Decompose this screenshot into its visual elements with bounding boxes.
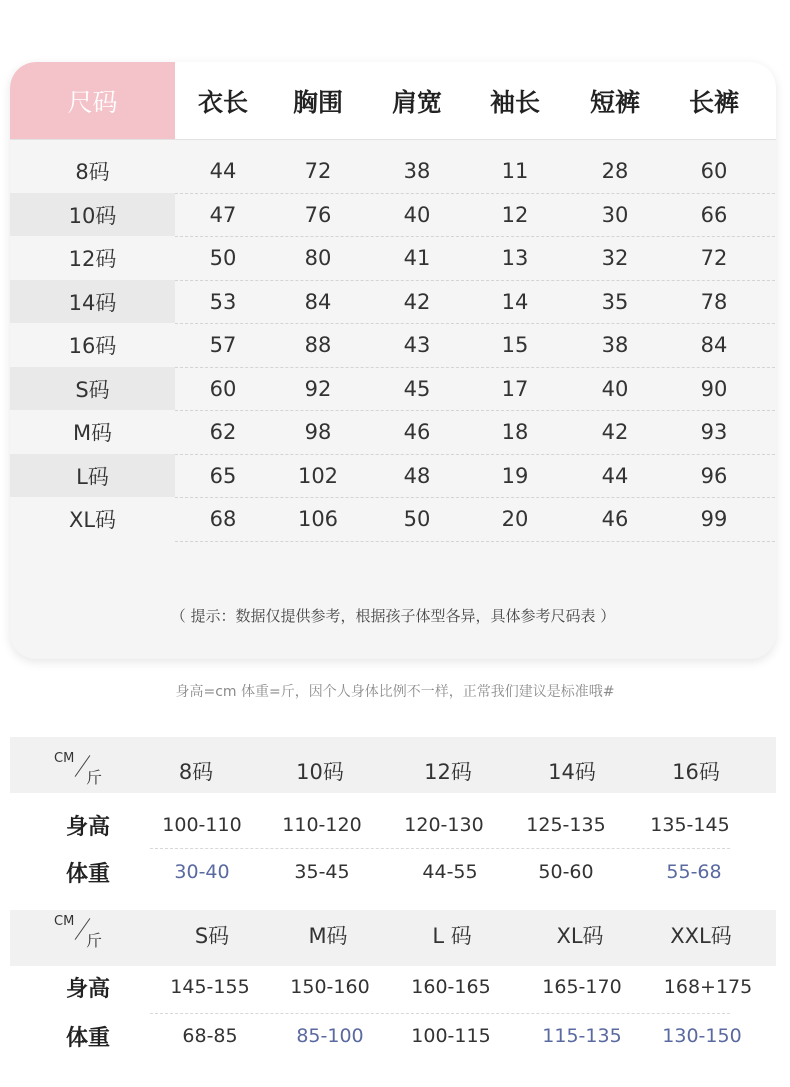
weight-value: 55-68 (666, 861, 722, 883)
size-chart-card (10, 62, 776, 659)
unit-cm: CM (54, 914, 75, 929)
table-cell: 60 (209, 376, 237, 401)
table-cell: 12 (501, 202, 529, 227)
table-row (10, 323, 776, 366)
row-divider (175, 541, 775, 542)
table-row (10, 367, 776, 410)
weight-label: 体重 (65, 861, 110, 887)
column-header-sleeve: 袖长 (489, 87, 540, 117)
height-value: 100-110 (162, 814, 242, 836)
weight-value: 68-85 (182, 1025, 238, 1047)
table-cell: 62 (209, 419, 237, 444)
size-column-header: 尺码 (10, 62, 175, 139)
table-cell: 99 (700, 506, 728, 531)
column-header-trousers: 长裤 (688, 87, 739, 117)
size-header: XL码 (556, 924, 604, 948)
table-cell: 50 (403, 506, 431, 531)
table-cell: 17 (501, 376, 529, 401)
table-row (10, 193, 776, 236)
table-row (10, 454, 776, 497)
weight-value: 100-115 (411, 1025, 491, 1047)
row-divider (150, 848, 730, 849)
size-header: S码 (194, 924, 230, 948)
table-cell: 15 (501, 332, 529, 357)
column-header-length: 衣长 (197, 87, 248, 117)
table-cell: 46 (403, 419, 431, 444)
size-label: L码 (10, 454, 175, 497)
table-cell: 60 (700, 158, 728, 183)
size-label: 10码 (10, 193, 175, 236)
table-cell: 38 (601, 332, 629, 357)
table-row (10, 410, 776, 453)
unit-label (48, 737, 118, 793)
table-cell: 53 (209, 289, 237, 314)
table-cell: 40 (601, 376, 629, 401)
table-cell: 38 (403, 158, 431, 183)
unit-jin: 斤 (86, 768, 103, 787)
column-header-chest: 胸围 (292, 87, 343, 117)
size-header: 14码 (548, 760, 596, 784)
size-header: 16码 (672, 760, 720, 784)
table-cell: 41 (403, 245, 431, 270)
table-cell: 13 (501, 245, 529, 270)
column-header-shoulder: 肩宽 (391, 87, 442, 117)
table-cell: 102 (297, 463, 339, 488)
table-cell: 32 (601, 245, 629, 270)
weight-value: 30-40 (174, 861, 230, 883)
height-value: 135-145 (650, 814, 730, 836)
table-cell: 44 (209, 158, 237, 183)
weight-value: 35-45 (294, 861, 350, 883)
height-value: 145-155 (170, 976, 250, 998)
table-cell: 84 (700, 332, 728, 357)
size-header: 12码 (424, 760, 472, 784)
table-cell: 106 (297, 506, 339, 531)
size-header: L 码 (432, 924, 472, 948)
table-cell: 72 (700, 245, 728, 270)
table-cell: 28 (601, 158, 629, 183)
table-cell: 96 (700, 463, 728, 488)
size-header: 10码 (296, 760, 344, 784)
size-label: 14码 (10, 280, 175, 323)
unit-jin: 斤 (86, 931, 103, 950)
unit-cm: CM (54, 751, 75, 766)
table-cell: 42 (601, 419, 629, 444)
table-cell: 20 (501, 506, 529, 531)
table-cell: 44 (601, 463, 629, 488)
height-value: 120-130 (404, 814, 484, 836)
table-row (10, 149, 776, 192)
height-value: 165-170 (542, 976, 622, 998)
weight-value: 115-135 (542, 1025, 622, 1047)
size-label: 12码 (68, 246, 117, 271)
table-cell: 90 (700, 376, 728, 401)
table-cell: 78 (700, 289, 728, 314)
height-value: 125-135 (526, 814, 606, 836)
table-cell: 18 (501, 419, 529, 444)
table-cell: 47 (209, 202, 237, 227)
table-cell: 42 (403, 289, 431, 314)
height-value: 168+175 (663, 976, 753, 998)
size-chart-note: （ 提示：数据仅提供参考，根据孩子体型各异，具体参考尺码表 ） (170, 607, 616, 625)
size-chart-header (10, 62, 776, 140)
size-label: 8码 (75, 159, 110, 184)
column-header-shorts: 短裤 (589, 87, 640, 117)
table-row (10, 497, 776, 540)
table-cell: 11 (501, 158, 529, 183)
weight-value: 85-100 (296, 1025, 364, 1047)
table-cell: 68 (209, 506, 237, 531)
size-label: XL码 (68, 507, 117, 532)
table-cell: 66 (700, 202, 728, 227)
unit-label (48, 900, 118, 956)
weight-label: 体重 (65, 1025, 110, 1051)
size-header: M码 (308, 924, 348, 948)
table-cell: 35 (601, 289, 629, 314)
size-label: S码 (10, 367, 175, 410)
weight-value: 44-55 (422, 861, 478, 883)
table-row (10, 236, 776, 279)
table-cell: 88 (304, 332, 332, 357)
table-cell: 48 (403, 463, 431, 488)
table-cell: 14 (501, 289, 529, 314)
height-label: 身高 (65, 976, 110, 1002)
table-cell: 76 (304, 202, 332, 227)
height-value: 150-160 (290, 976, 370, 998)
table-cell: 72 (304, 158, 332, 183)
table-cell: 92 (304, 376, 332, 401)
table-cell: 46 (601, 506, 629, 531)
table-cell: 57 (209, 332, 237, 357)
size-header: 8码 (178, 760, 214, 784)
table-cell: 30 (601, 202, 629, 227)
size-label: M码 (72, 420, 113, 445)
table-row (10, 280, 776, 323)
table-cell: 98 (304, 419, 332, 444)
table-cell: 80 (304, 245, 332, 270)
table-cell: 65 (209, 463, 237, 488)
table-cell: 40 (403, 202, 431, 227)
table-cell: 43 (403, 332, 431, 357)
weight-value: 50-60 (538, 861, 594, 883)
table-cell: 84 (304, 289, 332, 314)
table-cell: 93 (700, 419, 728, 444)
weight-value: 130-150 (662, 1025, 742, 1047)
table-cell: 45 (403, 376, 431, 401)
height-label: 身高 (65, 814, 110, 840)
row-divider (150, 1013, 730, 1014)
height-value: 160-165 (411, 976, 491, 998)
height-value: 110-120 (282, 814, 362, 836)
table-cell: 19 (501, 463, 529, 488)
unit-caption: 身高=cm 体重=斤，因个人身体比例不一样，正常我们建议是标准哦# (175, 684, 615, 700)
size-header: XXL码 (670, 924, 732, 948)
size-label: 16码 (68, 333, 117, 358)
table-cell: 50 (209, 245, 237, 270)
